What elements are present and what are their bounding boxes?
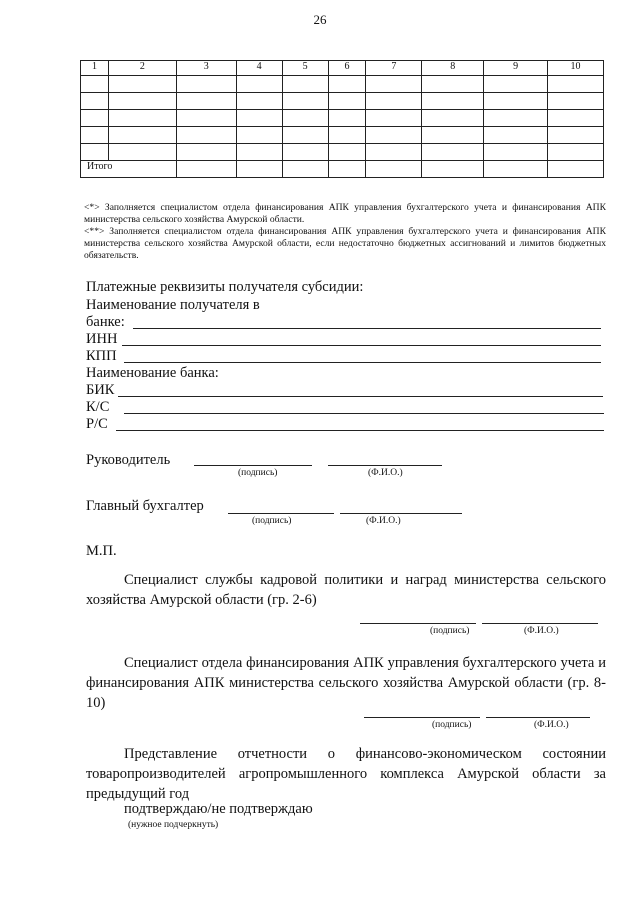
hr-name-line[interactable] [482,623,598,624]
bank-line[interactable] [133,328,601,329]
confirmation-hint: (нужное подчеркнуть) [128,820,219,830]
head-label: Руководитель [86,452,171,468]
footnote-2: <**> Заполняется специалистом отдела финансирования АПК управления бухгалтерского учета и финансирования АПК министерства сельского хозяйства Амурской области, если недостаточно бюджетных ассигнований и лимитов бюджетных обязательств. [84,226,606,261]
column-header: 7 [366,61,422,76]
finance-name-line[interactable] [486,717,590,718]
bik-line[interactable] [118,396,603,397]
ks-line[interactable] [124,413,604,414]
table-row [81,110,604,127]
column-header: 4 [236,61,282,76]
head-signature-caption: (подпись) [238,468,278,478]
rs-label: Р/С [86,416,108,432]
column-header: 10 [548,61,604,76]
finance-name-caption: (Ф.И.О.) [534,720,569,730]
column-header: 1 [81,61,109,76]
table-total-row [81,161,604,178]
column-header: 6 [328,61,366,76]
report-table [80,60,604,178]
inn-line[interactable] [122,345,601,346]
head-name-caption: (Ф.И.О.) [368,468,403,478]
hr-name-caption: (Ф.И.О.) [524,626,559,636]
bank-name-label: Наименование банка: [86,365,219,381]
accountant-name-caption: (Ф.И.О.) [366,516,401,526]
hr-specialist-text: Специалист службы кадровой политики и наград министерства сельского хозяйства Амурской области (гр. 2-6) [86,572,606,608]
column-header: 8 [422,61,484,76]
accountant-signature-caption: (подпись) [252,516,292,526]
column-header: 9 [484,61,548,76]
accountant-name-line[interactable] [340,513,462,514]
requisites-title: Платежные реквизиты получателя субсидии: [86,279,364,295]
table-header-row [81,61,604,76]
confirmation-choice[interactable]: подтверждаю/не подтверждаю [124,801,313,817]
finance-specialist-text: Специалист отдела финансирования АПК управления бухгалтерского учета и финансирования АПК министерства сельского хозяйства Амурской области (гр. 8-10) [86,655,606,711]
head-signature-line[interactable] [194,465,312,466]
table-row [81,144,604,161]
column-header: 2 [108,61,176,76]
column-header: 3 [176,61,236,76]
head-name-line[interactable] [328,465,442,466]
table-row [81,93,604,110]
finance-signature-line[interactable] [364,717,480,718]
rs-line[interactable] [116,430,604,431]
ks-label: К/С [86,399,110,415]
inn-label: ИНН [86,331,118,347]
finance-signature-caption: (подпись) [432,720,472,730]
hr-signature-line[interactable] [360,623,476,624]
kpp-line[interactable] [124,362,601,363]
stamp-label: М.П. [86,543,117,559]
total-label: Итого [81,161,177,178]
chief-accountant-label: Главный бухгалтер [86,498,204,514]
bik-label: БИК [86,382,115,398]
recipient-name-label: Наименование получателя в [86,297,260,313]
column-header: 5 [282,61,328,76]
page-number: 26 [313,12,327,27]
confirmation-text: Представление отчетности о финансово-экономическом состоянии товаропроизводителей агропромышленного комплекса Амурской области за предыдущий год [86,746,606,802]
hr-signature-caption: (подпись) [430,626,470,636]
bank-label: банке: [86,314,125,330]
table-row [81,76,604,93]
footnote-1: <*> Заполняется специалистом отдела финансирования АПК управления бухгалтерского учета и финансирования АПК министерства сельского хозяйства Амурской области. [84,202,606,225]
accountant-signature-line[interactable] [228,513,334,514]
kpp-label: КПП [86,348,117,364]
table-row [81,127,604,144]
